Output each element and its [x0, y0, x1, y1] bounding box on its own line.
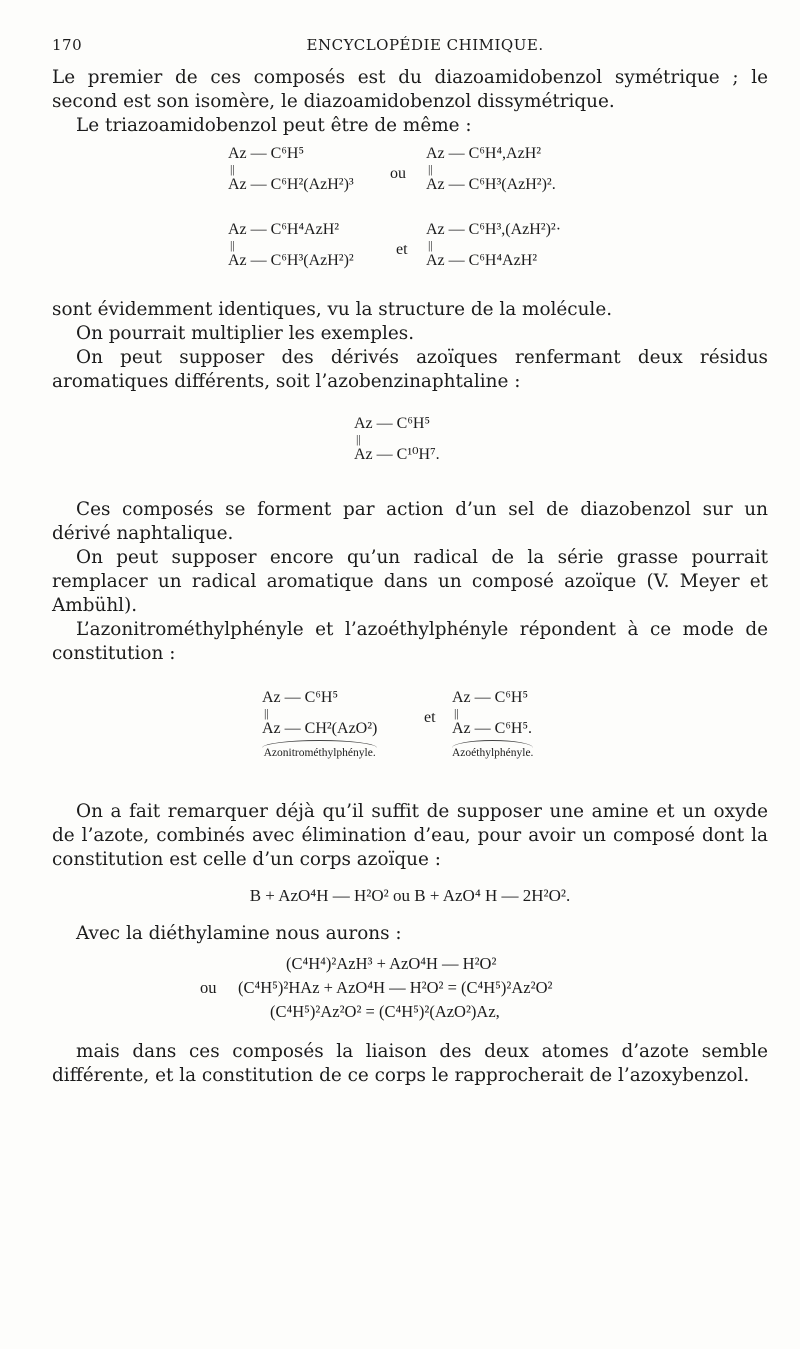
- formula-center: Az — C⁶H⁵ || Az — C¹⁰H⁷.: [354, 415, 440, 463]
- diethylamine-line-3: (C⁴H⁵)²Az²O² = (C⁴H⁵)²(AzO²)Az,: [270, 1002, 500, 1021]
- page-number: 170: [52, 36, 83, 54]
- page: [52, 36, 768, 1088]
- paragraph-2: Le triazoamidobenzol peut être de même :: [76, 115, 472, 136]
- formula-join: ou: [390, 165, 406, 182]
- formula-right: Az — C⁶H⁴,AzH² || Az — C⁶H³(AzH²)².: [426, 145, 556, 193]
- formula-right: Az — C⁶H³,(AzH²)²· || Az — C⁶H⁴AzH²: [426, 221, 562, 269]
- paragraph-8: L’azonitrométhylphényle et l’azoéthylphényle répondent à ce mode de constitution :: [52, 619, 768, 664]
- formula-left: Az — C⁶H⁵ || Az — CH²(AzO²) Azonitrométhylphényle.: [262, 688, 377, 763]
- caption-azonitromethylphenyle: Azonitrométhylphényle.: [262, 740, 377, 763]
- paragraph-7: On peut supposer encore qu’un radical de la série grasse pourrait remplacer un radical aromatique dans un composé azoïque (V. Meyer et Ambühl).: [52, 547, 768, 616]
- paragraph-9: On a fait remarquer déjà qu’il suffit de supposer une amine et un oxyde de l’azote, combinés avec élimination d’eau, pour avoir un composé dont la constitution est celle d’un corps azoïque :: [52, 801, 768, 870]
- formula-join: et: [396, 241, 408, 258]
- formula-triazo-2: [52, 220, 768, 284]
- formula-azonitro: [52, 688, 768, 772]
- diethylamine-line-1: (C⁴H⁴)²AzH³ + AzO⁴H — H²O²: [286, 954, 497, 973]
- formula-diethylamine: [52, 952, 768, 1030]
- formula-left: Az — C⁶H⁴AzH² || Az — C⁶H³(AzH²)²: [228, 221, 354, 269]
- running-header: [52, 36, 768, 54]
- paragraph-6: Ces composés se forment par action d’un sel de diazobenzol sur un dérivé naphtalique.: [52, 499, 768, 544]
- formula-join: et: [424, 709, 436, 726]
- formula-azobenzinaphtaline: [52, 414, 768, 476]
- running-title: ENCYCLOPÉDIE CHIMIQUE.: [306, 36, 544, 54]
- caption-azoethylphenyle: Azoéthylphényle.: [452, 740, 533, 763]
- paragraph-11: mais dans ces composés la liaison des deux atomes d’azote semble différente, et la constitution de ce corps le rapprocherait de l’azoxybenzol.: [52, 1041, 768, 1086]
- formula-left: Az — C⁶H⁵ || Az — C⁶H²(AzH²)³: [228, 145, 354, 193]
- formula-triazo-1: [52, 144, 768, 208]
- paragraph-1: Le premier de ces composés est du diazoamidobenzol symétrique ; le second est son isomère, le diazoamidobenzol dissymétrique.: [52, 67, 768, 112]
- paragraph-4: On pourrait multiplier les exemples.: [76, 323, 415, 344]
- diethylamine-line-2: (C⁴H⁵)²HAz + AzO⁴H — H²O² = (C⁴H⁵)²Az²O²: [238, 978, 553, 997]
- diethylamine-ou: ou: [200, 978, 217, 997]
- paragraph-3: sont évidemment identiques, vu la structure de la molécule.: [52, 299, 613, 320]
- paragraph-5: On peut supposer des dérivés azoïques renfermant deux résidus aromatiques différents, soit l’azobenzinaphtaline :: [52, 347, 768, 392]
- formula-right: Az — C⁶H⁵ || Az — C⁶H⁵. Azoéthylphényle.: [452, 688, 533, 763]
- equation-amine-oxyde: B + AzO⁴H — H²O² ou B + AzO⁴ H — 2H²O².: [249, 886, 571, 905]
- paragraph-10: Avec la diéthylamine nous aurons :: [76, 923, 402, 944]
